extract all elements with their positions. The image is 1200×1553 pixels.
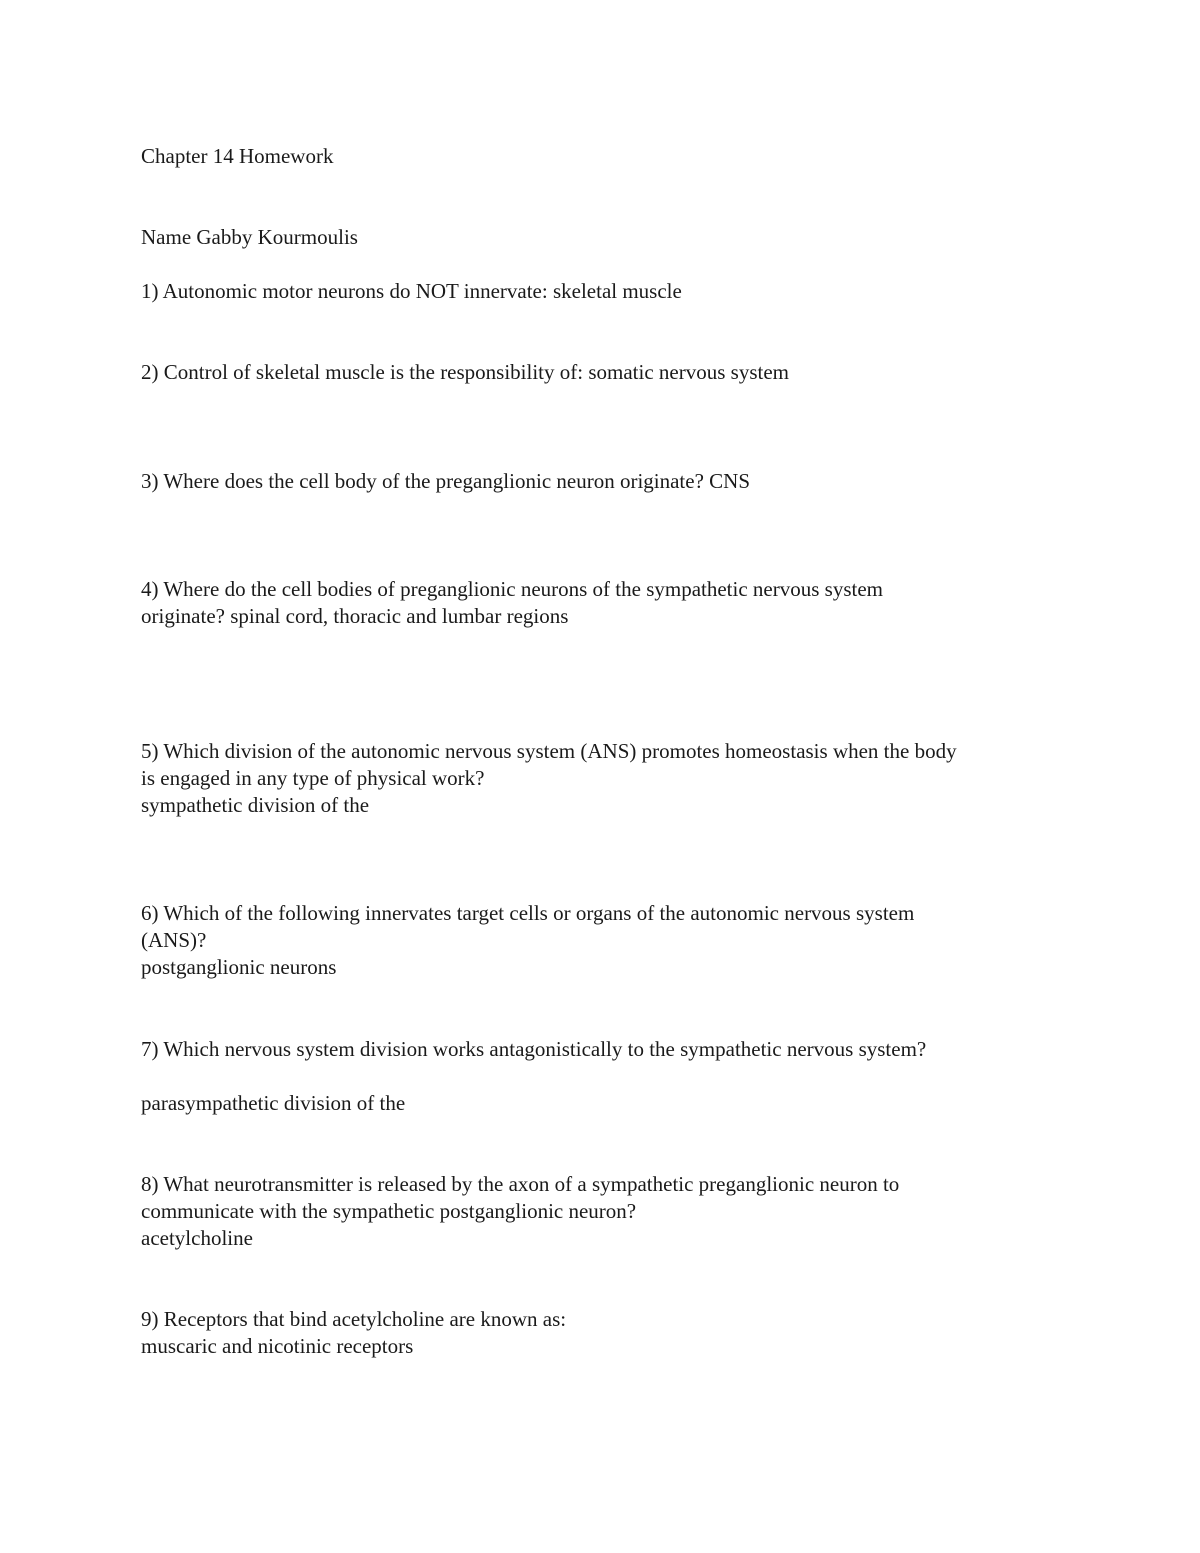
answer-4: originate? spinal cord, thoracic and lumbar regions xyxy=(141,604,569,628)
answer-7: parasympathetic division of the xyxy=(141,1091,406,1115)
question-7: 7) Which nervous system division works antagonistically to the sympathetic nervous system? xyxy=(141,1037,927,1061)
question-6: 6) Which of the following innervates target cells or organs of the autonomic nervous system xyxy=(141,901,915,925)
answer-9: muscaric and nicotinic receptors xyxy=(141,1334,414,1358)
question-9: 9) Receptors that bind acetylcholine are known as: xyxy=(141,1307,567,1331)
question-5-continued: is engaged in any type of physical work? xyxy=(141,766,485,790)
question-2: 2) Control of skeletal muscle is the responsibility of: somatic nervous system xyxy=(141,360,789,384)
question-5: 5) Which division of the autonomic nervous system (ANS) promotes homeostasis when the body xyxy=(141,739,957,763)
question-4: 4) Where do the cell bodies of preganglionic neurons of the sympathetic nervous system xyxy=(141,577,883,601)
question-8: 8) What neurotransmitter is released by the axon of a sympathetic preganglionic neuron to xyxy=(141,1172,900,1196)
answer-6: postganglionic neurons xyxy=(141,955,337,979)
answer-8: acetylcholine xyxy=(141,1226,253,1250)
student-name: Name Gabby Kourmoulis xyxy=(141,225,358,249)
document-title: Chapter 14 Homework xyxy=(141,144,334,168)
answer-5: sympathetic division of the xyxy=(141,793,370,817)
question-3: 3) Where does the cell body of the preganglionic neuron originate? CNS xyxy=(141,469,751,493)
question-8-continued: communicate with the sympathetic postganglionic neuron? xyxy=(141,1199,637,1223)
question-6-continued: (ANS)? xyxy=(141,928,207,952)
question-1: 1) Autonomic motor neurons do NOT innervate: skeletal muscle xyxy=(141,279,682,303)
